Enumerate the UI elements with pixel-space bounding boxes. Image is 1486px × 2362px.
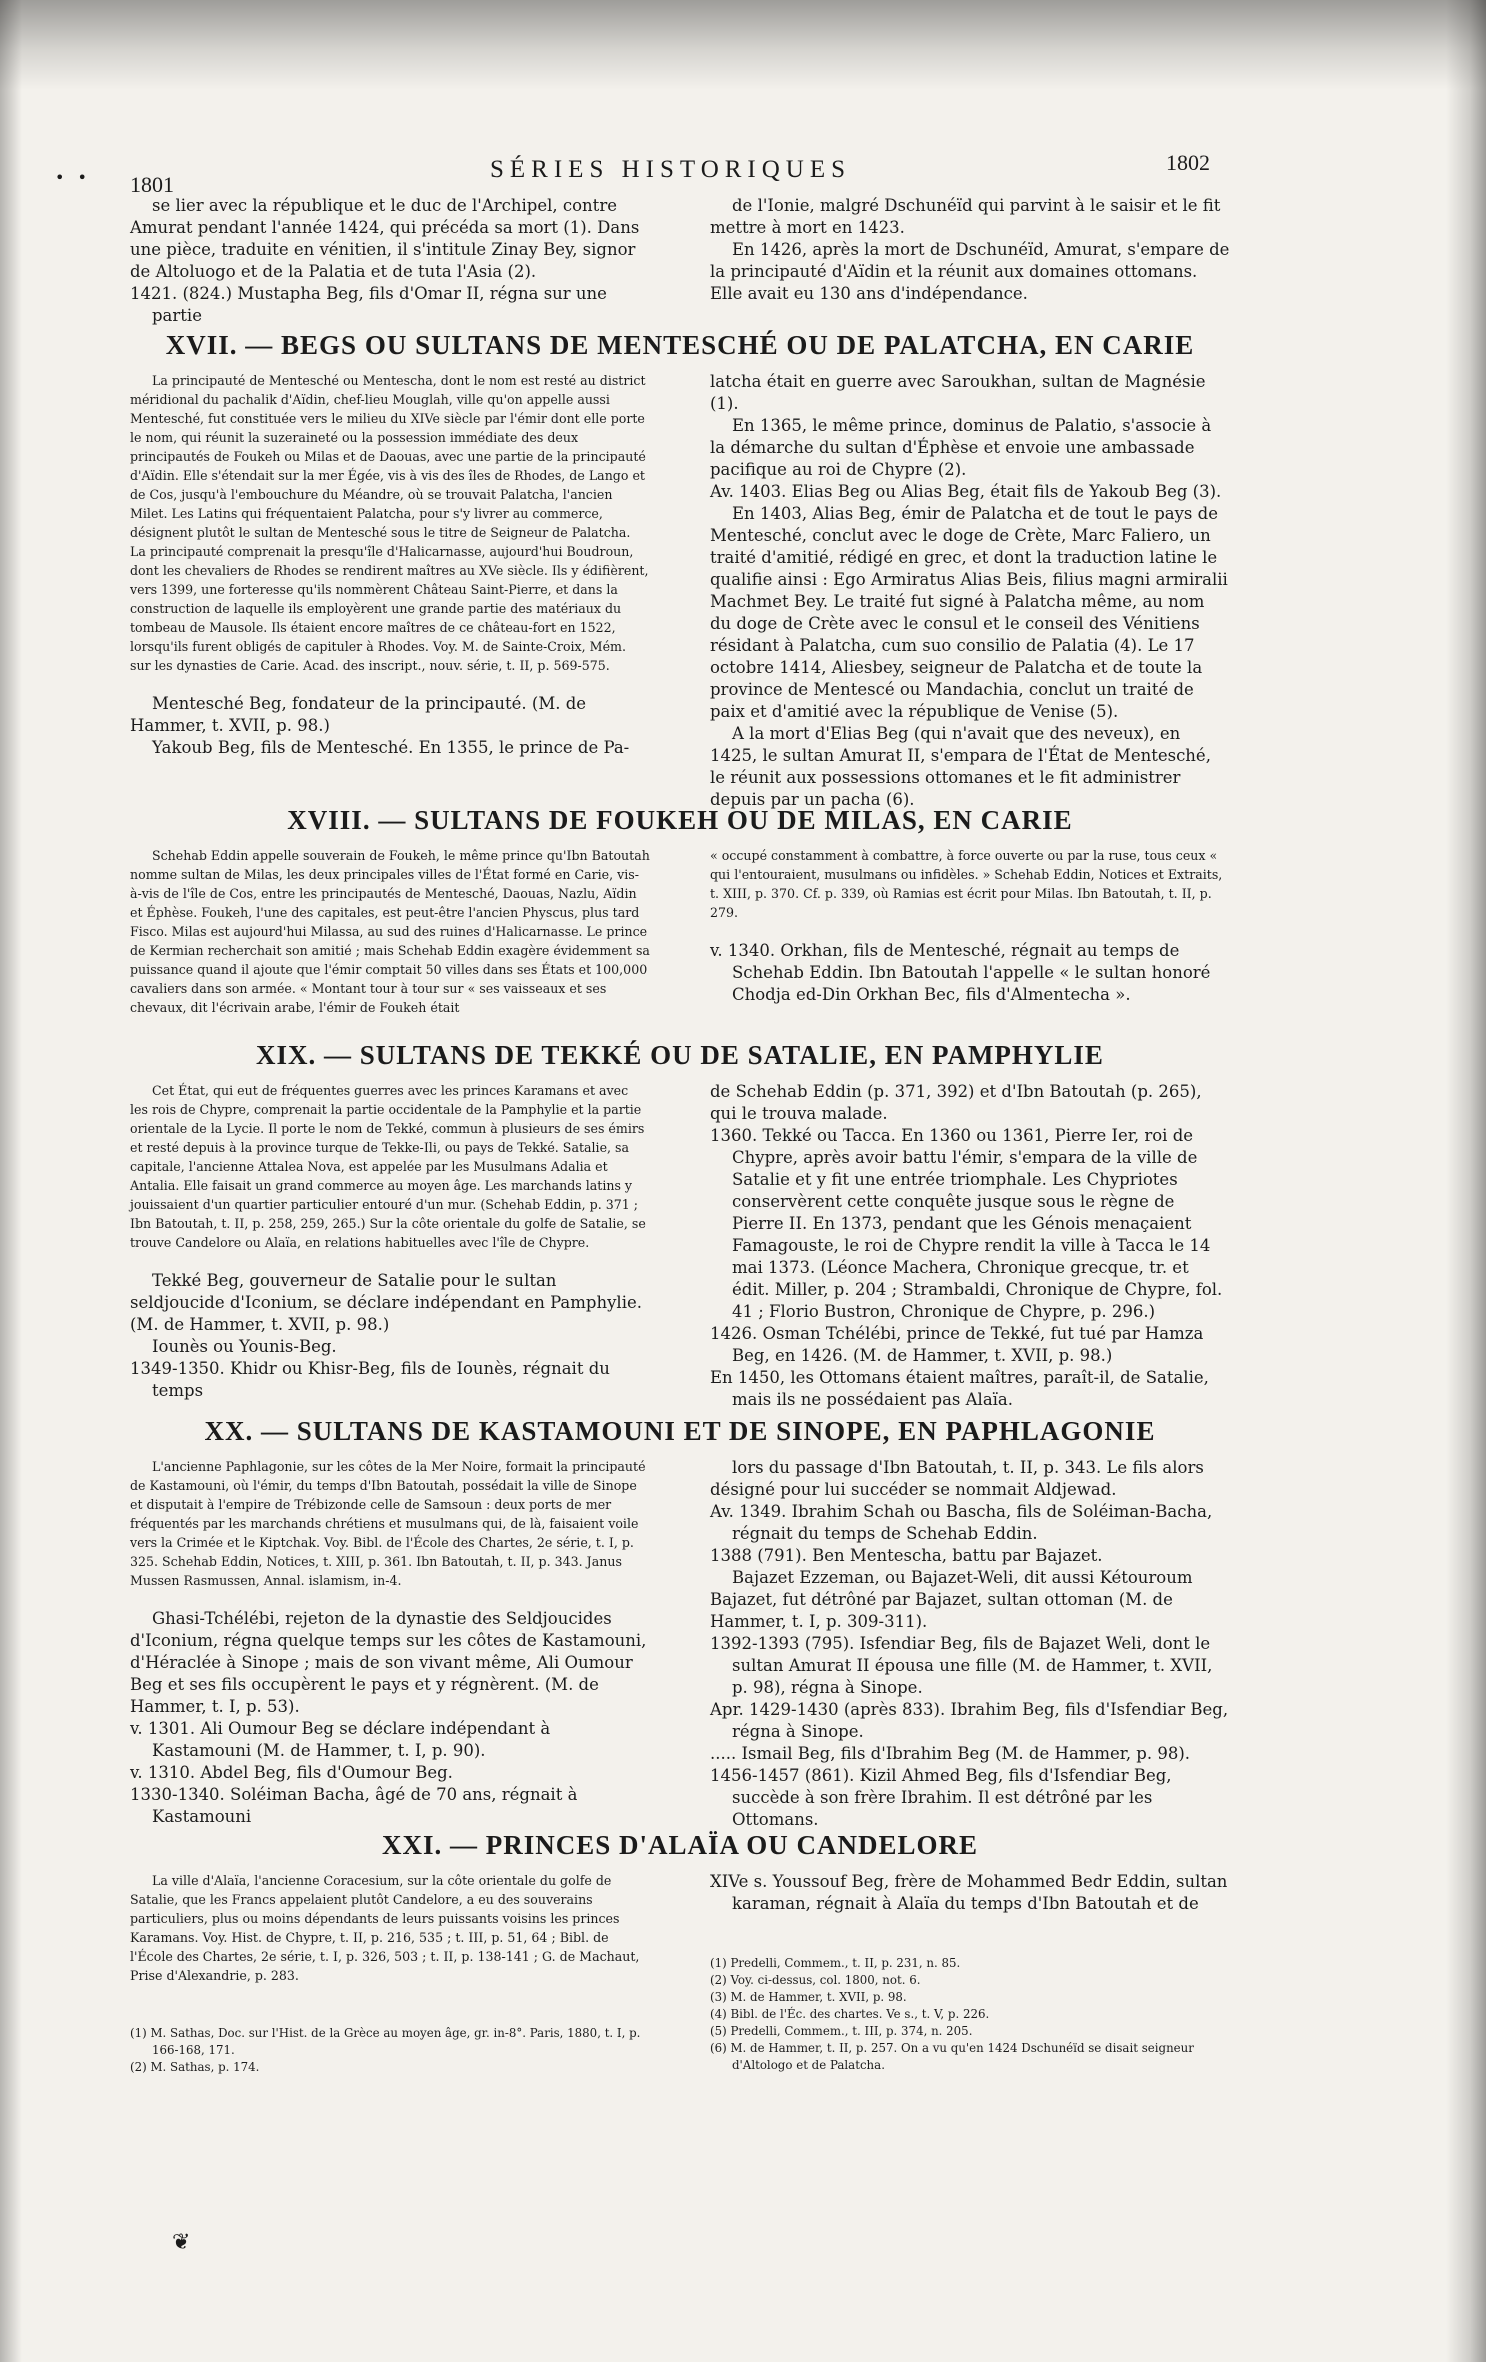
ruler-entry: En 1450, les Ottomans étaient maîtres, paraît-il, de Satalie, mais ils ne possédaient pas Alaïa.: [710, 1368, 1209, 1409]
ruler-entry: 1360. Tekké ou Tacca. En 1360 ou 1361, Pierre Ier, roi de Chypre, après avoir battu l'émir, s'empara de la ville de Satalie et y fit une entrée triomphale. Les Chypriotes conservèrent cette conquête jusque sous le règne de Pierre II. En 1373, pendant que les Génois menaçaient Famagouste, le roi de Chypre rendit la ville à Tacca le 14 mai 1373. (Léonce Machera, Chronique grecque, tr. et édit. Miller, p. 204 ; Strambaldi, Chronique de Chypre, fol. 41 ; Florio Bustron, Chronique de Chypre, p. 296.): [710, 1126, 1223, 1321]
footnotes-left: [130, 1955, 650, 2076]
section-right-column: [710, 1457, 1230, 1831]
page-title: SÉRIES HISTORIQUES: [490, 156, 852, 183]
ruler-entry: Mentesché Beg, fondateur de la principauté. (M. de Hammer, t. XVII, p. 98.): [130, 694, 587, 735]
intro-entry: 1421. (824.) Mustapha Beg, fils d'Omar II, régna sur une partie: [130, 284, 607, 325]
scan-shadow-left: [0, 0, 22, 2362]
section-intro-continued: « occupé constamment à combattre, à force ouverte ou par la ruse, tous ceux « qui l'entouraient, musulmans ou infidèles. » Schehab Eddin, Notices et Extraits, t. XIII, p. 370. Cf. p. 339, où Ramias est écrit pour Milas. Ibn Batoutah, t. II, p. 279.: [710, 848, 1223, 920]
footnote: (6) M. de Hammer, t. II, p. 257. On a vu qu'en 1424 Dschunéïd se disait seigneur d'Altologo et de Palatcha.: [710, 2041, 1194, 2072]
footnotes-right: [710, 1955, 1230, 2076]
section-heading: XVII. — BEGS OU SULTANS DE MENTESCHÉ OU DE PALATCHA, EN CARIE: [165, 330, 1195, 360]
section-left-column: [130, 1457, 650, 1831]
section-right-column: [710, 371, 1230, 811]
ruler-entry: Yakoub Beg, fils de Mentesché. En 1355, le prince de Pa-: [152, 738, 630, 757]
section-intro: La principauté de Mentesché ou Mentescha, dont le nom est resté au district méridional du pachalik d'Aïdin, chef-lieu Mouglah, ville qu'on appelle aussi Mentesché, fut constituée vers le milieu du XIVe siècle par l'émir dont elle porte le nom, qui réunit la suzeraineté ou la possession immédiate des deux principautés de Foukeh ou Milas et de Daouas, avec une partie de la principauté d'Aïdin. Elle s'étendait sur la mer Égée, vis à vis des îles de Rhodes, de Lango et de Cos, jusqu'à l'embouchure du Méandre, où se trouvait Palatcha, l'ancien Milet. Les Latins qui fréquentaient Palatcha, pour s'y livrer au commerce, désignent plutôt le sultan de Mentesché sous le titre de Seigneur de Palatcha. La principauté comprenait la presqu'île d'Halicarnasse, aujourd'hui Boudroun, dont les chevaliers de Rhodes se rendirent maîtres au XVe siècle. Ils y édifièrent, vers 1399, une forteresse qu'ils nommèrent Château Saint-Pierre, et dans la construction de laquelle ils employèrent une grande partie des matériaux du tombeau de Mausole. Ils étaient encore maîtres de ce château-fort en 1522, lorsqu'ils furent obligés de capituler à Rhodes. Voy. M. de Sainte-Croix, Mém. sur les dynasties de Carie. Acad. des inscript., nouv. série, t. II, p. 569-575.: [130, 373, 649, 673]
margin-mark: • •: [55, 168, 91, 187]
section-right-column: [710, 846, 1230, 1017]
section-intro: Cet État, qui eut de fréquentes guerres avec les princes Karamans et avec les rois de Chypre, comprenait la partie occidentale de la Pamphylie et la partie orientale de la Lycie. Il porte le nom de Tekké, commun à plusieurs de ses émirs et resté depuis à la province turque de Tekke-Ili, ou pays de Tekké. Satalie, sa capitale, l'ancienne Attalea Nova, est appelée par les Musulmans Adalia et Antalia. Elle faisait un grand commerce au moyen âge. Les marchands latins y jouissaient d'un quartier particulier entouré d'un mur. (Schehab Eddin, p. 371 ; Ibn Batoutah, t. II, p. 258, 259, 265.) Sur la côte orientale du golfe de Satalie, se trouve Candelore ou Alaïa, en relations habituelles avec l'île de Chypre.: [130, 1083, 646, 1250]
page-number-right: 1802: [1166, 150, 1210, 175]
section-left-column: [130, 846, 650, 1017]
footnotes: [130, 1955, 1230, 2076]
ruler-entry: 1330-1340. Soléiman Bacha, âgé de 70 ans, régnait à Kastamouni: [130, 1785, 578, 1826]
scan-shadow-right: [1446, 0, 1486, 2362]
section-heading: XIX. — SULTANS DE TEKKÉ OU DE SATALIE, EN PAMPHYLIE: [256, 1040, 1104, 1070]
section-heading: XVIII. — SULTANS DE FOUKEH OU DE MILAS, EN CARIE: [287, 805, 1073, 835]
footnote: (4) Bibl. de l'Éc. des chartes. Ve s., t. V, p. 226.: [710, 2007, 990, 2021]
intro-paragraph: se lier avec la république et le duc de l'Archipel, contre Amurat pendant l'année 1424, qui précéda sa mort (1). Dans une pièce, traduite en vénitien, il s'intitule Zinay Bey, signor de Altoluogo et de la Palatia et de tuta l'Asia (2).: [130, 196, 640, 281]
section-intro: La ville d'Alaïa, l'ancienne Coracesium, sur la côte orientale du golfe de Satalie, que les Francs appelaient plutôt Candelore, a eu des souverains particuliers, plus ou moins dépendants de leurs puissants voisins les princes Karamans. Voy. Hist. de Chypre, t. II, p. 216, 535 ; t. III, p. 51, 64 ; Bibl. de l'École des Chartes, 2e série, t. I, p. 326, 503 ; t. II, p. 138-141 ; G. de Machaut, Prise d'Alexandrie, p. 283.: [130, 1873, 640, 1983]
section-heading: XXI. — PRINCES D'ALAÏA OU CANDELORE: [381, 1830, 979, 1860]
section-xix: [130, 1040, 1230, 1411]
section-heading: XX. — SULTANS DE KASTAMOUNI ET DE SINOPE, EN PAPHLAGONIE: [204, 1416, 1156, 1446]
ruler-entry: ..... Ismail Beg, fils d'Ibrahim Beg (M. de Hammer, p. 98).: [710, 1744, 1191, 1763]
ruler-entry: de Schehab Eddin (p. 371, 392) et d'Ibn Batoutah (p. 265), qui le trouva malade.: [710, 1082, 1202, 1123]
ruler-entry: v. 1301. Ali Oumour Beg se déclare indépendant à Kastamouni (M. de Hammer, t. I, p. 90).: [130, 1719, 551, 1760]
ink-blot-icon: ❦: [172, 2230, 191, 2255]
ruler-entry: En 1365, le même prince, dominus de Palatio, s'associe à la démarche du sultan d'Éphèse et envoie une ambassade pacifique au roi de Chypre (2).: [710, 416, 1212, 479]
section-xviii: [130, 805, 1230, 1017]
ruler-entry: v. 1310. Abdel Beg, fils d'Oumour Beg.: [130, 1763, 453, 1782]
intro-right-column: [710, 195, 1230, 327]
ruler-entry: En 1403, Alias Beg, émir de Palatcha et de tout le pays de Mentesché, conclut avec le doge de Crète, Marc Faliero, un traité d'amitié, rédigé en grec, et dont la traduction latine le qualifie ainsi : Ego Armiratus Alias Beis, filius magni armiralii Machmet Bey. Le traité fut signé à Palatcha même, au nom du doge de Crète avec le consul et le conseil des Vénitiens résidant à Palatcha, cum suo consilio de Palatia (4). Le 17 octobre 1414, Aliesbey, seigneur de Palatcha et de toute la province de Mentescé ou Mandachia, conclut un traité de paix et d'amitié avec la république de Venise (5).: [710, 504, 1228, 721]
section-right-column: [710, 1081, 1230, 1411]
ruler-entry: Ghasi-Tchélébi, rejeton de la dynastie des Seldjoucides d'Iconium, régna quelque temps sur les côtes de Kastamouni, d'Héraclée à Sinope ; mais de son vivant même, Ali Oumour Beg et ses fils occupèrent le pays et y régnèrent. (M. de Hammer, t. I, p. 53).: [130, 1609, 647, 1716]
ruler-entry: Av. 1403. Elias Beg ou Alias Beg, était fils de Yakoub Beg (3).: [710, 482, 1222, 501]
ruler-entry: XIVe s. Youssouf Beg, frère de Mohammed Bedr Eddin, sultan karaman, régnait à Alaïa du temps d'Ibn Batoutah et de: [710, 1872, 1228, 1913]
ruler-entry: v. 1340. Orkhan, fils de Mentesché, régnait au temps de Schehab Eddin. Ibn Batoutah l'appelle « le sultan honoré Chodja ed-Din Orkhan Bec, fils d'Almentecha ».: [710, 941, 1211, 1004]
section-intro: Schehab Eddin appelle souverain de Foukeh, le même prince qu'Ibn Batoutah nomme sultan de Milas, les deux principales villes de l'État formé en Carie, vis-à-vis de l'île de Cos, entre les principautés de Mentesché, Daouas, Nazlu, Aïdin et Éphèse. Foukeh, l'une des capitales, est peut-être l'ancien Physcus, plus tard Fisco. Milas est aujourd'hui Milassa, au sud des ruines d'Halicarnasse. Le prince de Kermian recherchait son amitié ; mais Schehab Eddin exagère évidemment sa puissance quand il ajoute que l'émir comptait 50 villes dans ses États et 100,000 cavaliers dans son armée. « Montant tour à tour sur « ses vaisseaux et ses chevaux, dit l'écrivain arabe, l'émir de Foukeh était: [130, 848, 650, 1015]
page-number-left: 1801: [130, 172, 174, 197]
intro-paragraph: de l'Ionie, malgré Dschunéïd qui parvint à le saisir et le fit mettre à mort en 1423.: [710, 196, 1221, 237]
section-xvii: [130, 330, 1230, 811]
ruler-entry: latcha était en guerre avec Saroukhan, sultan de Magnésie (1).: [710, 372, 1206, 413]
ruler-entry: Apr. 1429-1430 (après 833). Ibrahim Beg, fils d'Isfendiar Beg, régna à Sinope.: [710, 1700, 1229, 1741]
section-intro: L'ancienne Paphlagonie, sur les côtes de la Mer Noire, formait la principauté de Kastamouni, où l'émir, du temps d'Ibn Batoutah, possédait la ville de Sinope et disputait à l'empire de Trébizonde celle de Samsoun : deux ports de mer fréquentés par les marchands chrétiens et musulmans qui, de là, faisaient voile vers la Crimée et le Kiptchak. Voy. Bibl. de l'École des Chartes, 2e série, t. I, p. 325. Schehab Eddin, Notices, t. XIII, p. 361. Ibn Batoutah, t. II, p. 343. Janus Mussen Rasmussen, Annal. islamism, in-4.: [130, 1459, 646, 1588]
running-header: [130, 150, 1210, 200]
ruler-entry: lors du passage d'Ibn Batoutah, t. II, p. 343. Le fils alors désigné pour lui succéder se nommait Aldjewad.: [710, 1458, 1204, 1499]
footnote: (1) M. Sathas, Doc. sur l'Hist. de la Grèce au moyen âge, gr. in-8°. Paris, 1880, t. I, p. 166-168, 171.: [130, 2026, 641, 2057]
section-xx: [130, 1416, 1230, 1831]
footnote: (5) Predelli, Commem., t. III, p. 374, n. 205.: [710, 2024, 973, 2038]
intro-block: [130, 195, 1230, 327]
ruler-entry: 1426. Osman Tchélébi, prince de Tekké, fut tué par Hamza Beg, en 1426. (M. de Hammer, t. XVII, p. 98.): [710, 1324, 1204, 1365]
ruler-entry: 1388 (791). Ben Mentescha, battu par Bajazet.: [710, 1546, 1103, 1565]
footnote: (3) M. de Hammer, t. XVII, p. 98.: [710, 1990, 907, 2004]
section-left-column: [130, 371, 650, 811]
ruler-entry: Iounès ou Younis-Beg.: [152, 1337, 337, 1356]
footnote: (2) M. Sathas, p. 174.: [130, 2060, 260, 2074]
ruler-entry: A la mort d'Elias Beg (qui n'avait que des neveux), en 1425, le sultan Amurat II, s'empara de l'État de Mentesché, le réunit aux possessions ottomanes et le fit administrer depuis par un pacha (6).: [710, 724, 1211, 809]
footnote: (2) Voy. ci-dessus, col. 1800, not. 6.: [710, 1973, 921, 1987]
intro-paragraph: En 1426, après la mort de Dschunéïd, Amurat, s'empare de la principauté d'Aïdin et la réunit aux domaines ottomans. Elle avait eu 130 ans d'indépendance.: [710, 240, 1230, 303]
ruler-entry: 1392-1393 (795). Isfendiar Beg, fils de Bajazet Weli, dont le sultan Amurat II épousa une fille (M. de Hammer, t. XVII, p. 98), régna à Sinope.: [710, 1634, 1213, 1697]
intro-left-column: [130, 195, 650, 327]
ruler-entry: 1456-1457 (861). Kizil Ahmed Beg, fils d'Isfendiar Beg, succède à son frère Ibrahim. Il est détrôné par les Ottomans.: [710, 1766, 1172, 1829]
ruler-entry: Tekké Beg, gouverneur de Satalie pour le sultan seldjoucide d'Iconium, se déclare indépendant en Pamphylie. (M. de Hammer, t. XVII, p. 98.): [130, 1271, 642, 1334]
section-left-column: [130, 1081, 650, 1411]
ruler-entry: Av. 1349. Ibrahim Schah ou Bascha, fils de Soléiman-Bacha, régnait du temps de Schehab Eddin.: [710, 1502, 1213, 1543]
ruler-entry: Bajazet Ezzeman, ou Bajazet-Weli, dit aussi Kétouroum Bajazet, fut détrôné par Bajazet, sultan ottoman (M. de Hammer, t. I, p. 309-311).: [710, 1568, 1193, 1631]
ruler-entry: 1349-1350. Khidr ou Khisr-Beg, fils de Iounès, régnait du temps: [130, 1359, 610, 1400]
footnote: (1) Predelli, Commem., t. II, p. 231, n. 85.: [710, 1956, 961, 1970]
scan-shadow-top: [0, 0, 1486, 90]
